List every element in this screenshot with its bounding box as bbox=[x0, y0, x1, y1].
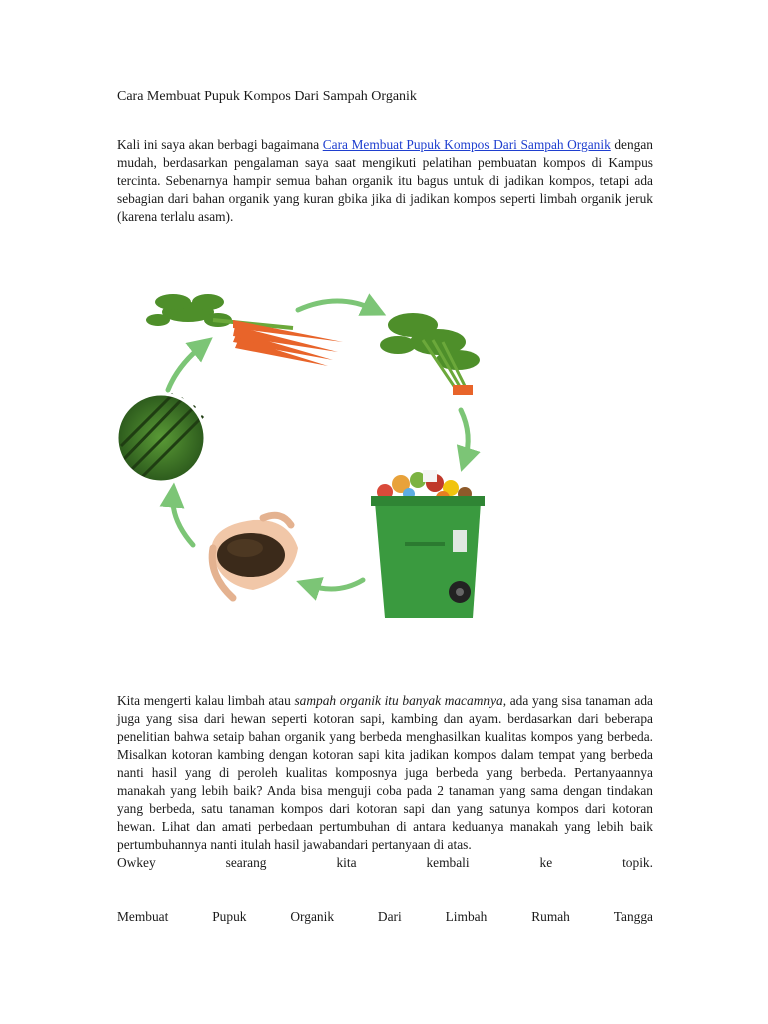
last-line-word: ke bbox=[539, 855, 553, 870]
intro-text-start: Kali ini saya akan berbagi bagaimana bbox=[117, 137, 323, 152]
intro-paragraph bbox=[117, 136, 653, 226]
body-italic-phrase: sampah organik itu banyak macamnya bbox=[294, 693, 503, 708]
compost-cycle-figure bbox=[113, 280, 493, 625]
heading-word: Membuat bbox=[117, 909, 169, 924]
soil-hands-icon bbox=[211, 515, 298, 598]
field-rows-icon bbox=[117, 394, 205, 482]
last-line-word: topik. bbox=[622, 855, 653, 870]
carrot-top-icon bbox=[380, 313, 480, 395]
body-last-line bbox=[117, 854, 653, 872]
heading-word: Dari bbox=[377, 909, 402, 924]
heading-word: Limbah bbox=[445, 909, 488, 924]
article-link[interactable]: Cara Membuat Pupuk Kompos Dari Sampah Organik bbox=[322, 137, 611, 152]
body-paragraph bbox=[117, 692, 653, 872]
section-heading-line bbox=[117, 908, 653, 926]
heading-word: Organik bbox=[290, 909, 335, 924]
last-line-word: Owkey bbox=[117, 855, 156, 870]
heading-word: Rumah bbox=[531, 909, 570, 924]
body-text-start: Kita mengerti kalau limbah atau bbox=[117, 693, 295, 708]
last-line-word: kembali bbox=[426, 855, 470, 870]
section-heading-words bbox=[117, 908, 653, 926]
body-text-end: , ada yang sisa tanaman ada juga yang sisa dari hewan seperti kotoran sapi, kambing dan ayam. berdasarkan dari beberapa penelitian bahwa setaip bahan organik yang berbeda menghasilkan kualitas kompos yang berbeda. Misalkan kotoran kambing dengan kotoran sapi kita jadikan kompos dalam tempat yang berbeda nanti hasil yang di peroleh kualitas komposnya juga berbeda yang berbeda. Pertanyaannya manakah yang lebih baik? Anda bisa menguji coba pada 2 tanaman yang sama dengan tindakan yang berbeda, satu tanaman kompos dari kotoran sapi dan yang satunya kompos dari kotoran hewan. Lihat dan amati perbedaan pertumbuhan di antara keduanya manakah yang lebih baik pertumbuhannya nanti itulah hasil jawabandari pertanyaan di atas. bbox=[117, 693, 653, 852]
last-line-word: searang bbox=[225, 855, 267, 870]
heading-word: Pupuk bbox=[212, 909, 247, 924]
page-title: Cara Membuat Pupuk Kompos Dari Sampah Organik bbox=[117, 89, 417, 104]
intro-text-end: dengan mudah, berdasarkan pengalaman saya saat mengikuti pelatihan pembuatan kompos di Kampus tercinta. Sebenarnya hampir semua bahan organik itu bagus untuk di jadikan kompos, tetapi ada sebagian dari bahan organik yang kuran gbika jika di jadikan kompos seperti limbah organik jeruk (karena terlalu asam). bbox=[117, 137, 653, 224]
last-line-word: kita bbox=[336, 855, 357, 870]
compost-bin-icon bbox=[371, 470, 485, 618]
heading-word: Tangga bbox=[613, 909, 653, 924]
